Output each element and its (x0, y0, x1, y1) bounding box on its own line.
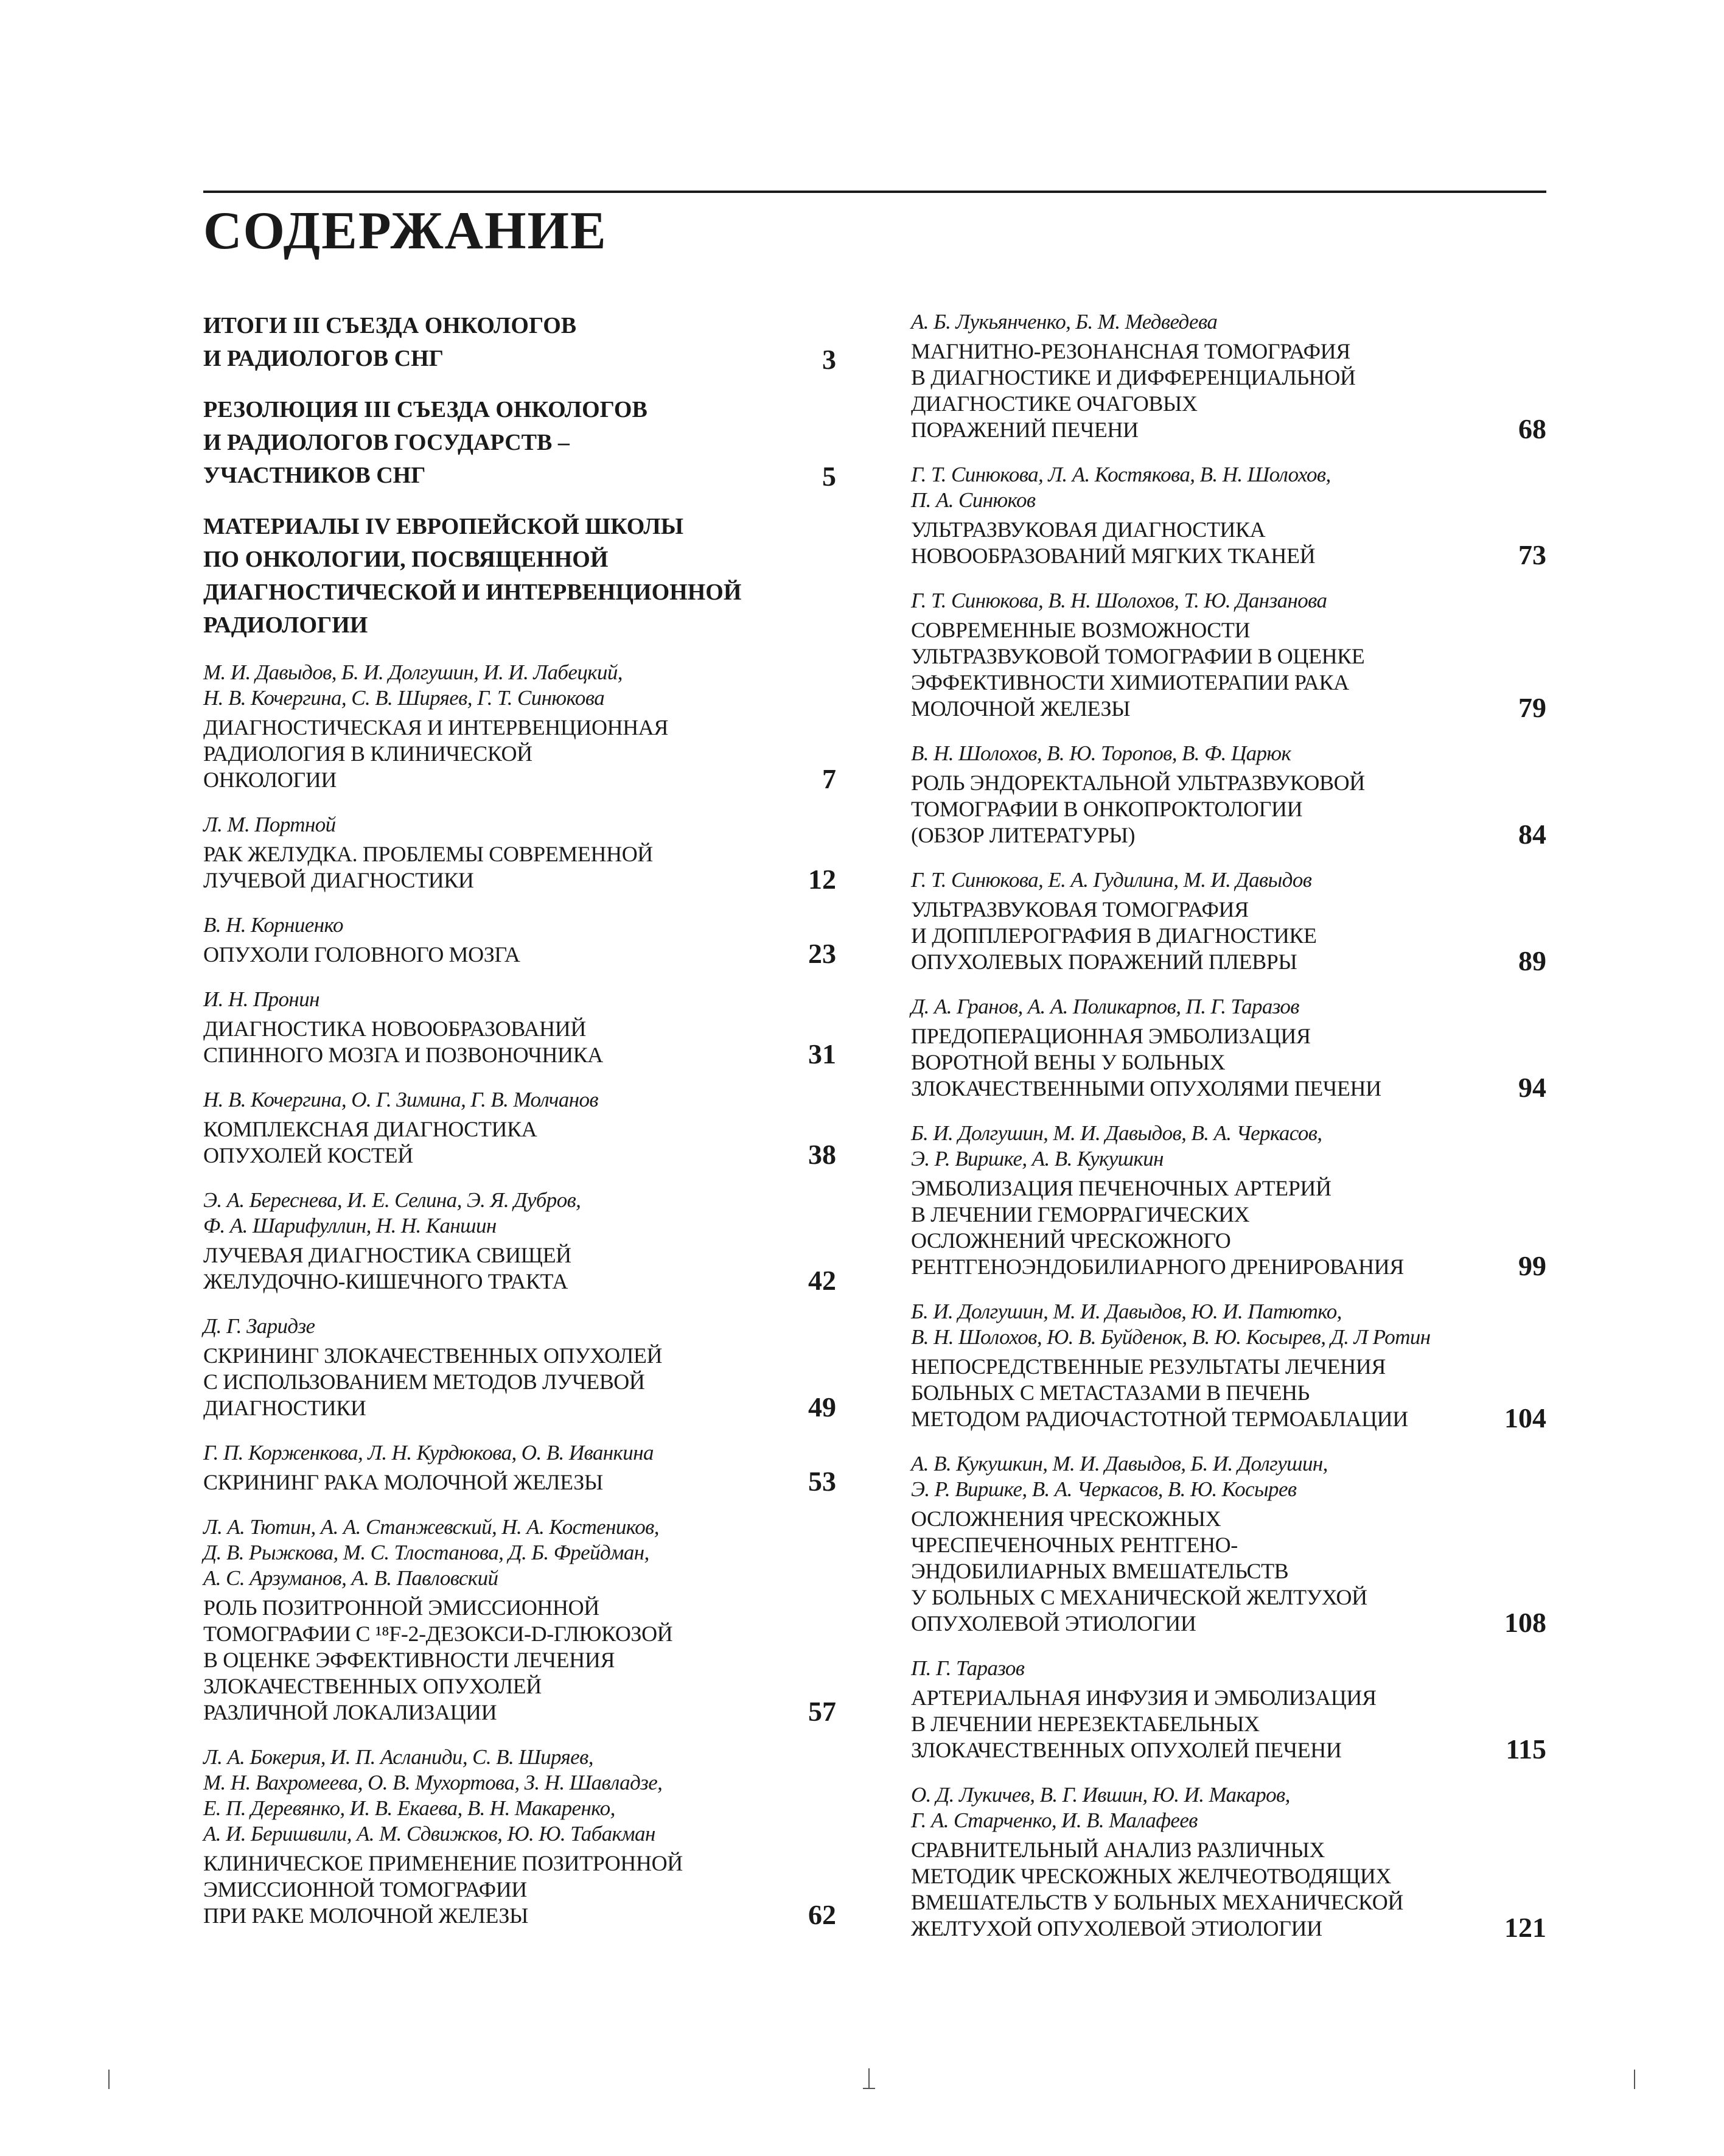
page-number[interactable]: 7 (822, 763, 836, 794)
author-line: О. Д. Лукичев, В. Г. Ившин, Ю. И. Макаров, (911, 1783, 1290, 1807)
toc-entry-title (203, 1116, 836, 1169)
author-line: Э. Р. Виршке, В. А. Черкасов, В. Ю. Косырев (911, 1477, 1297, 1501)
toc-entry-authors (203, 1514, 836, 1591)
author-line: Ф. А. Шарифуллин, Н. Н. Каншин (203, 1214, 497, 1237)
author-line: Б. И. Долгушин, М. И. Давыдов, Ю. И. Патютко, (911, 1300, 1342, 1323)
toc-entry-title (911, 1175, 1546, 1280)
title-line: РАДИОЛОГИИ (203, 612, 368, 638)
top-rule (203, 191, 1546, 193)
page-number[interactable]: 23 (808, 938, 836, 969)
toc-entry[interactable] (911, 1656, 1546, 1763)
title-line: МЕТОДИК ЧРЕСКОЖНЫХ ЖЕЛЧЕОТВОДЯЩИХ (911, 1864, 1392, 1888)
title-line: ЗЛОКАЧЕСТВЕННЫМИ ОПУХОЛЯМИ ПЕЧЕНИ (911, 1076, 1381, 1101)
author-line: Б. И. Долгушин, М. И. Давыдов, В. А. Черкасов, (911, 1121, 1322, 1145)
toc-section-heading[interactable] (203, 393, 836, 492)
toc-entry-title (203, 1595, 836, 1726)
page-number[interactable]: 121 (1504, 1912, 1546, 1943)
title-line: ИТОГИ III СЪЕЗДА ОНКОЛОГОВ (203, 313, 577, 338)
toc-entry-title (203, 1466, 836, 1497)
title-line: ДИАГНОСТИЧЕСКАЯ И ИНТЕРВЕНЦИОННАЯ (203, 715, 669, 740)
title-line: И ДОППЛЕРОГРАФИЯ В ДИАГНОСТИКЕ (911, 923, 1317, 948)
toc-entry[interactable] (911, 994, 1546, 1102)
page-number[interactable]: 104 (1504, 1402, 1546, 1433)
author-line: А. С. Арзуманов, А. В. Павловский (203, 1566, 498, 1590)
toc-entry[interactable] (203, 1314, 836, 1421)
title-line: КОМПЛЕКСНАЯ ДИАГНОСТИКА (203, 1117, 537, 1141)
title-line: РОЛЬ ПОЗИТРОННОЙ ЭМИССИОННОЙ (203, 1595, 599, 1620)
toc-section-heading[interactable] (203, 309, 836, 375)
page-number[interactable]: 31 (808, 1038, 836, 1069)
crop-mark-left (108, 2070, 110, 2089)
title-line: ОПУХОЛЕЙ КОСТЕЙ (203, 1143, 413, 1167)
toc-entry[interactable] (203, 812, 836, 894)
toc-entry-authors (911, 994, 1546, 1020)
author-line: В. Н. Корниенко (203, 913, 343, 937)
toc-entry-authors (203, 1314, 836, 1339)
author-line: П. А. Синюков (911, 488, 1036, 512)
toc-entry-authors (911, 1451, 1546, 1502)
author-line: Л. А. Тютин, А. А. Станжевский, Н. А. Костеников, (203, 1515, 659, 1539)
title-line: ПОРАЖЕНИЙ ПЕЧЕНИ (911, 418, 1139, 442)
toc-entry-title (203, 715, 836, 793)
toc-entry-title (203, 309, 836, 375)
title-line: ПРИ РАКЕ МОЛОЧНОЙ ЖЕЛЕЗЫ (203, 1903, 529, 1928)
page-number[interactable]: 53 (808, 1466, 836, 1497)
title-line: У БОЛЬНЫХ С МЕХАНИЧЕСКОЙ ЖЕЛТУХОЙ (911, 1585, 1367, 1609)
author-line: Г. Т. Синюкова, Л. А. Костякова, В. Н. Шолохов, (911, 463, 1331, 486)
toc-column-left (203, 309, 836, 1948)
toc-entry-authors (911, 867, 1546, 893)
title-line: РАДИОЛОГИЯ В КЛИНИЧЕСКОЙ (203, 741, 532, 766)
title-line: СКРИНИНГ РАКА МОЛОЧНОЙ ЖЕЛЕЗЫ (203, 1470, 603, 1494)
page-number[interactable]: 68 (1518, 413, 1546, 444)
page-number[interactable]: 79 (1518, 692, 1546, 723)
page-number[interactable]: 89 (1518, 945, 1546, 976)
toc-entry[interactable] (911, 741, 1546, 849)
title-line: МАТЕРИАЛЫ IV ЕВРОПЕЙСКОЙ ШКОЛЫ (203, 514, 684, 539)
title-line: ЖЕЛТУХОЙ ОПУХОЛЕВОЙ ЭТИОЛОГИИ (911, 1916, 1322, 1941)
title-line: ОСЛОЖНЕНИЙ ЧРЕСКОЖНОГО (911, 1228, 1231, 1253)
toc-entry[interactable] (911, 588, 1546, 722)
author-line: Г. Т. Синюкова, В. Н. Шолохов, Т. Ю. Данзанова (911, 589, 1327, 612)
toc-entry-authors (911, 462, 1546, 513)
title-line: ОНКОЛОГИИ (203, 768, 337, 792)
toc-entry[interactable] (203, 912, 836, 968)
page-number[interactable]: 38 (808, 1139, 836, 1170)
title-line: СОВРЕМЕННЫЕ ВОЗМОЖНОСТИ (911, 618, 1251, 642)
toc-entry-title (203, 510, 836, 642)
author-line: Г. П. Корженкова, Л. Н. Курдюкова, О. В. Иванкина (203, 1441, 654, 1465)
title-line: ДИАГНОСТИКИ (203, 1396, 366, 1420)
page-number[interactable]: 42 (808, 1265, 836, 1296)
page-number[interactable]: 49 (808, 1391, 836, 1423)
title-line: С ИСПОЛЬЗОВАНИЕМ МЕТОДОВ ЛУЧЕВОЙ (203, 1370, 645, 1394)
author-line: П. Г. Таразов (911, 1656, 1025, 1680)
title-line: ЛУЧЕВОЙ ДИАГНОСТИКИ (203, 868, 474, 892)
title-line: ЖЕЛУДОЧНО-КИШЕЧНОГО ТРАКТА (203, 1269, 568, 1293)
toc-entry-title (911, 1685, 1546, 1763)
toc-entry-title (911, 617, 1546, 722)
toc-entry-authors (911, 588, 1546, 614)
author-line: Л. М. Портной (203, 813, 336, 836)
toc-entry-title (911, 338, 1546, 443)
toc-entry[interactable] (911, 1299, 1546, 1432)
page-number[interactable]: 12 (808, 864, 836, 895)
title-line: СРАВНИТЕЛЬНЫЙ АНАЛИЗ РАЗЛИЧНЫХ (911, 1838, 1325, 1862)
toc-entry-title (911, 1837, 1546, 1942)
author-line: И. Н. Пронин (203, 987, 319, 1011)
toc-entry-authors (911, 741, 1546, 766)
title-line: РОЛЬ ЭНДОРЕКТАЛЬНОЙ УЛЬТРАЗВУКОВОЙ (911, 771, 1365, 795)
toc-entry[interactable] (911, 1121, 1546, 1280)
title-line: ЗЛОКАЧЕСТВЕННЫХ ОПУХОЛЕЙ ПЕЧЕНИ (911, 1738, 1342, 1762)
author-line: Г. А. Старченко, И. В. Малафеев (911, 1808, 1198, 1832)
toc-entry-authors (911, 309, 1546, 335)
author-line: Л. А. Бокерия, И. П. Асланиди, С. В. Ширяев, (203, 1745, 593, 1769)
title-line: РЕНТГЕНОЭНДОБИЛИАРНОГО ДРЕНИРОВАНИЯ (911, 1255, 1404, 1279)
title-line: ПРЕДОПЕРАЦИОННАЯ ЭМБОЛИЗАЦИЯ (911, 1024, 1311, 1048)
toc-entry-title (203, 393, 836, 492)
title-line: ЗЛОКАЧЕСТВЕННЫХ ОПУХОЛЕЙ (203, 1674, 542, 1698)
page-number[interactable]: 108 (1504, 1607, 1546, 1638)
toc-entry-authors (911, 1656, 1546, 1681)
toc-entry-title (203, 841, 836, 894)
toc-entry[interactable] (911, 867, 1546, 975)
title-line: УЧАСТНИКОВ СНГ (203, 463, 426, 488)
title-line: РЕЗОЛЮЦИЯ III СЪЕЗДА ОНКОЛОГОВ (203, 397, 647, 422)
toc-entry-authors (203, 1745, 836, 1847)
title-line: УЛЬТРАЗВУКОВАЯ ДИАГНОСТИКА (911, 517, 1266, 542)
author-line: А. В. Кукушкин, М. И. Давыдов, Б. И. Долгушин, (911, 1452, 1328, 1475)
author-line: В. Н. Шолохов, Ю. В. Буйденок, В. Ю. Косырев, Д. Л Ротин (911, 1325, 1431, 1349)
toc-entry-title (203, 938, 836, 969)
page-number[interactable]: 5 (822, 461, 836, 492)
title-line: НЕПОСРЕДСТВЕННЫЕ РЕЗУЛЬТАТЫ ЛЕЧЕНИЯ (911, 1354, 1386, 1379)
toc-column-right (911, 309, 1546, 1961)
author-line: Э. А. Береснева, И. Е. Селина, Э. Я. Дубров, (203, 1188, 581, 1212)
toc-entry-title (203, 1343, 836, 1421)
author-line: Н. В. Кочергина, С. В. Ширяев, Г. Т. Синюкова (203, 686, 605, 710)
toc-entry-title (911, 897, 1546, 975)
toc-entry-authors (203, 912, 836, 938)
toc-entry-authors (911, 1299, 1546, 1350)
toc-entry-authors (203, 987, 836, 1012)
title-line: ЭНДОБИЛИАРНЫХ ВМЕШАТЕЛЬСТВ (911, 1559, 1289, 1583)
title-line: ДИАГНОСТИКЕ ОЧАГОВЫХ (911, 391, 1198, 416)
title-line: МЕТОДОМ РАДИОЧАСТОТНОЙ ТЕРМОАБЛАЦИИ (911, 1407, 1408, 1431)
page-number[interactable]: 3 (822, 344, 836, 375)
page-number[interactable]: 57 (808, 1696, 836, 1727)
page-title: СОДЕРЖАНИЕ (203, 201, 607, 261)
title-line: СПИННОГО МОЗГА И ПОЗВОНОЧНИКА (203, 1043, 603, 1067)
author-line: Д. Г. Заридзе (203, 1314, 315, 1338)
toc-entry-title (203, 1242, 836, 1295)
author-line: А. И. Беришвили, А. М. Сдвижков, Ю. Ю. Табакман (203, 1822, 655, 1846)
toc-entry-title (911, 770, 1546, 849)
page-number[interactable]: 73 (1518, 539, 1546, 570)
title-line: ЭМБОЛИЗАЦИЯ ПЕЧЕНОЧНЫХ АРТЕРИЙ (911, 1176, 1331, 1200)
title-line: ЭМИССИОННОЙ ТОМОГРАФИИ (203, 1877, 527, 1902)
title-line: МАГНИТНО-РЕЗОНАНСНАЯ ТОМОГРАФИЯ (911, 339, 1350, 363)
crop-mark-center (863, 2068, 875, 2089)
toc-entry[interactable] (203, 1745, 836, 1929)
crop-mark-right (1634, 2070, 1635, 2089)
title-line: ТОМОГРАФИИ В ОНКОПРОКТОЛОГИИ (911, 797, 1303, 821)
author-line: М. И. Давыдов, Б. И. Долгушин, И. И. Лабецкий, (203, 660, 623, 684)
toc-entry-authors (203, 660, 836, 711)
title-line: ОСЛОЖНЕНИЯ ЧРЕСКОЖНЫХ (911, 1507, 1221, 1531)
toc-entry-authors (203, 812, 836, 838)
toc-entry[interactable] (203, 1087, 836, 1169)
title-line: ОПУХОЛЕВОЙ ЭТИОЛОГИИ (911, 1611, 1196, 1636)
title-line: ЭФФЕКТИВНОСТИ ХИМИОТЕРАПИИ РАКА (911, 670, 1349, 695)
toc-entry-title (911, 1506, 1546, 1637)
author-line: Э. Р. Виршке, А. В. Кукушкин (911, 1147, 1164, 1171)
title-line: В ЛЕЧЕНИИ ГЕМОРРАГИЧЕСКИХ (911, 1202, 1250, 1227)
author-line: М. Н. Вахромеева, О. В. Мухортова, З. Н. Шавладзе, (203, 1771, 663, 1794)
author-line: Е. П. Деревянко, И. В. Екаева, В. Н. Макаренко, (203, 1796, 615, 1820)
title-line: АРТЕРИАЛЬНАЯ ИНФУЗИЯ И ЭМБОЛИЗАЦИЯ (911, 1685, 1377, 1710)
author-line: Д. В. Рыжкова, М. С. Тлостанова, Д. Б. Фрейдман, (203, 1541, 649, 1564)
title-line: НОВООБРАЗОВАНИЙ МЯГКИХ ТКАНЕЙ (911, 544, 1316, 568)
title-line: (ОБЗОР ЛИТЕРАТУРЫ) (911, 823, 1136, 847)
page-number[interactable]: 62 (808, 1899, 836, 1930)
title-line: ВОРОТНОЙ ВЕНЫ У БОЛЬНЫХ (911, 1050, 1226, 1074)
title-line: ПО ОНКОЛОГИИ, ПОСВЯЩЕННОЙ (203, 547, 609, 572)
toc-entry-authors (911, 1782, 1546, 1833)
title-line: УЛЬТРАЗВУКОВОЙ ТОМОГРАФИИ В ОЦЕНКЕ (911, 644, 1365, 668)
title-line: ЛУЧЕВАЯ ДИАГНОСТИКА СВИЩЕЙ (203, 1243, 571, 1267)
title-line: КЛИНИЧЕСКОЕ ПРИМЕНЕНИЕ ПОЗИТРОННОЙ (203, 1851, 683, 1875)
title-line: ТОМОГРАФИИ С ¹⁸F-2-ДЕЗОКСИ-D-ГЛЮКОЗОЙ (203, 1622, 673, 1646)
title-line: В ДИАГНОСТИКЕ И ДИФФЕРЕНЦИАЛЬНОЙ (911, 365, 1356, 390)
toc-entry[interactable] (911, 1782, 1546, 1942)
page-number[interactable]: 94 (1518, 1072, 1546, 1103)
page-number[interactable]: 99 (1518, 1250, 1546, 1281)
author-line: Д. А. Гранов, А. А. Поликарпов, П. Г. Таразов (911, 995, 1299, 1018)
toc-entry-authors (203, 1188, 836, 1239)
title-line: РАЗЛИЧНОЙ ЛОКАЛИЗАЦИИ (203, 1700, 497, 1724)
title-line: УЛЬТРАЗВУКОВАЯ ТОМОГРАФИЯ (911, 897, 1249, 922)
toc-entry[interactable] (911, 309, 1546, 443)
title-line: И РАДИОЛОГОВ СНГ (203, 346, 444, 371)
title-line: В ОЦЕНКЕ ЭФФЕКТИВНОСТИ ЛЕЧЕНИЯ (203, 1648, 615, 1672)
toc-entry[interactable] (203, 1514, 836, 1726)
page-number[interactable]: 115 (1506, 1734, 1546, 1765)
toc-entry[interactable] (911, 1451, 1546, 1637)
author-line: А. Б. Лукьянченко, Б. М. Медведева (911, 310, 1218, 334)
author-line: В. Н. Шолохов, В. Ю. Торопов, В. Ф. Царюк (911, 741, 1291, 765)
title-line: ОПУХОЛИ ГОЛОВНОГО МОЗГА (203, 942, 520, 967)
author-line: Н. В. Кочергина, О. Г. Зимина, Г. В. Молчанов (203, 1088, 598, 1111)
title-line: ВМЕШАТЕЛЬСТВ У БОЛЬНЫХ МЕХАНИЧЕСКОЙ (911, 1890, 1403, 1914)
title-line: ОПУХОЛЕВЫХ ПОРАЖЕНИЙ ПЛЕВРЫ (911, 950, 1297, 974)
title-line: СКРИНИНГ ЗЛОКАЧЕСТВЕННЫХ ОПУХОЛЕЙ (203, 1343, 663, 1368)
toc-entry[interactable] (203, 987, 836, 1068)
page-number[interactable]: 84 (1518, 819, 1546, 850)
toc-entry-title (203, 1850, 836, 1929)
toc-entry-title (203, 1016, 836, 1068)
toc-entry[interactable] (911, 462, 1546, 569)
toc-entry-title (911, 1354, 1546, 1432)
title-line: В ЛЕЧЕНИИ НЕРЕЗЕКТАБЕЛЬНЫХ (911, 1712, 1260, 1736)
toc-entry-authors (911, 1121, 1546, 1172)
title-line: ЧРЕСПЕЧЕНОЧНЫХ РЕНТГЕНО- (911, 1533, 1238, 1557)
title-line: БОЛЬНЫХ С МЕТАСТАЗАМИ В ПЕЧЕНЬ (911, 1381, 1310, 1405)
toc-entry[interactable] (203, 660, 836, 793)
toc-entry[interactable] (203, 1440, 836, 1496)
title-line: И РАДИОЛОГОВ ГОСУДАРСТВ – (203, 430, 570, 455)
title-line: ДИАГНОСТИКА НОВООБРАЗОВАНИЙ (203, 1017, 586, 1041)
toc-entry[interactable] (203, 1188, 836, 1295)
toc-entry-authors (203, 1440, 836, 1466)
title-line: ДИАГНОСТИЧЕСКОЙ И ИНТЕРВЕНЦИОННОЙ (203, 579, 742, 605)
toc-section-heading[interactable] (203, 510, 836, 642)
toc-entry-title (911, 517, 1546, 569)
title-line: МОЛОЧНОЙ ЖЕЛЕЗЫ (911, 696, 1131, 721)
toc-entry-title (911, 1023, 1546, 1102)
toc-entry-authors (203, 1087, 836, 1113)
title-line: РАК ЖЕЛУДКА. ПРОБЛЕМЫ СОВРЕМЕННОЙ (203, 842, 653, 866)
author-line: Г. Т. Синюкова, Е. А. Гудилина, М. И. Давыдов (911, 868, 1312, 892)
